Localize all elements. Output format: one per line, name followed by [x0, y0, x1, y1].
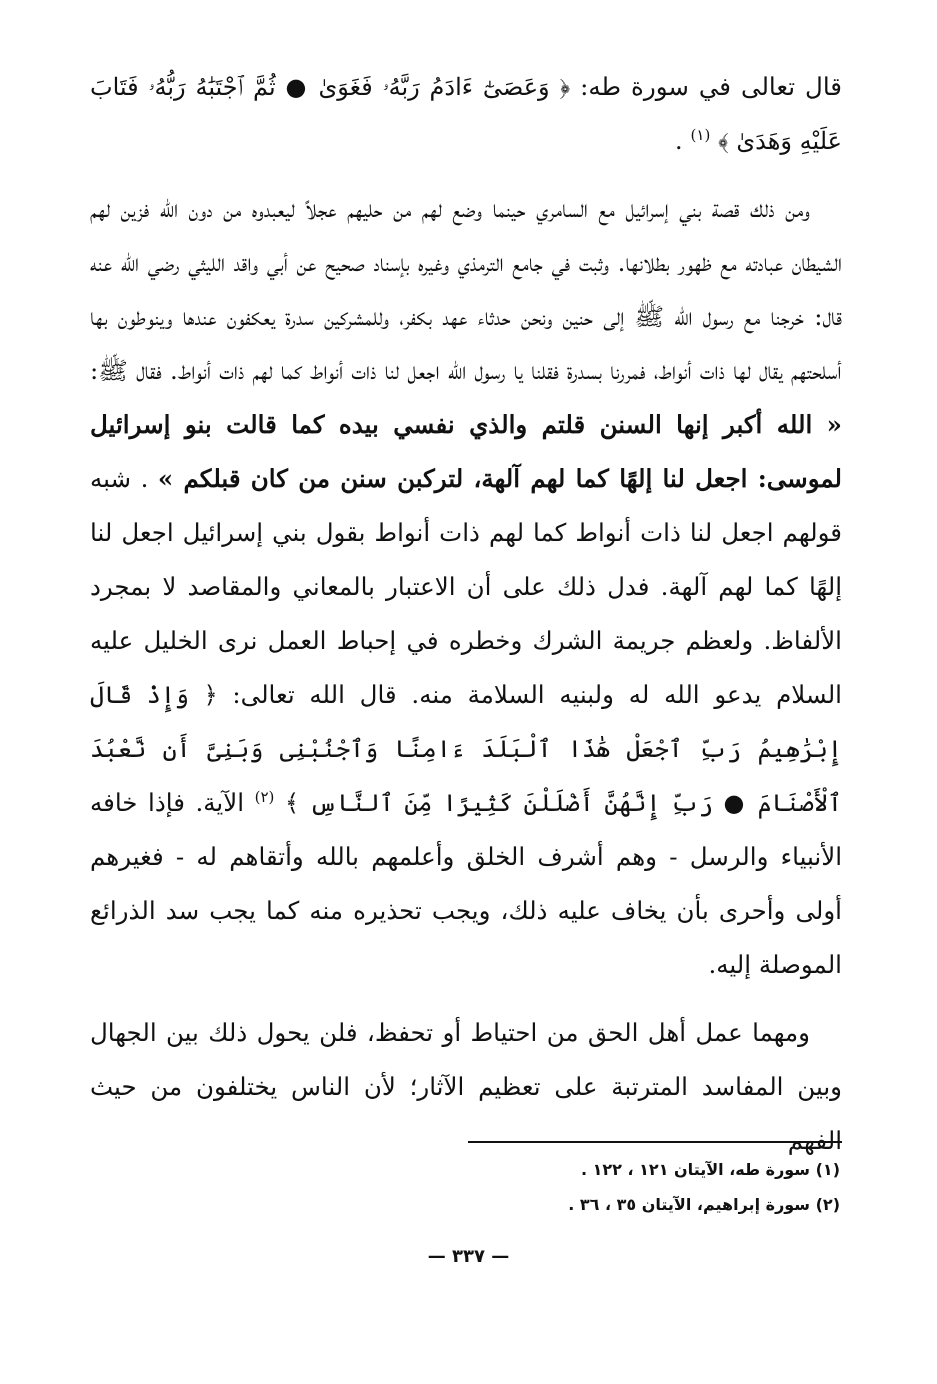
body-text: ومن ذلك قصة بني إسرائيل مع السامري حينما وضع لهم من حليهم عجلاً ليعبدوه من دون الله فزين لهم الشيطان عبادته مع ظهور بطلانها. وثبت في جامع الترمذي وغيره بإسناد صحيح عن أبي واقد الليثي رضي الله عنه قال: خرجنا مع رسول الله ﷺ إلى حنين ونحن حدثاء عهد بكفر، وللمشركين سدرة يعكفون عندها وينوطون بها أسلحتهم يقال لها ذات أنواط، فمررنا بسدرة فقلنا يا رسول الله اجعل لنا ذات أنواط كما لهم ذات أنواط. فقال ﷺ:	[90, 194, 842, 385]
page-body	[90, 60, 842, 1182]
page-number: — ٣٣٧ —	[427, 1246, 510, 1267]
hadith-quote: « الله أكبر إنها السنن قلتم والذي نفسي بيده كما قالت بنو إسرائيل لموسى: اجعل لنا إلهًا كما لهم آلهة، لتركبن سنن من كان قبلكم »	[90, 410, 842, 493]
footnote-2: (٢) سورة إبراهيم، الآيتان ٣٥ ، ٣٦ .	[568, 1195, 840, 1214]
footnote-1: (١) سورة طه، الآيتان ١٢١ ، ١٢٢ .	[580, 1160, 840, 1179]
body-text: . شبه قولهم اجعل لنا ذات أنواط كما لهم ذات أنواط بقول بني إسرائيل اجعل لنا إلهًا كما لهم آلهة. فدل ذلك على أن الاعتبار بالمعاني والمقاصد لا بمجرد الألفاظ. ولعظم جريمة الشرك وخطره في إحباط العمل نرى الخليل عليه السلام يدعو الله له ولبنيه السلامة منه. قال الله تعالى:	[90, 464, 842, 709]
body-text: ومهما عمل أهل الحق من احتياط أو تحفظ، فلن يحول ذلك بين الجهال وبين المفاسد المترتبة على تعظيم الآثار؛ لأن الناس يختلفون من حيث الفهم	[90, 1018, 842, 1155]
quran-verse: ﴿ وَعَصَىٰٓ ءَادَمُ رَبَّهُۥ فَغَوَىٰ ● ثُمَّ ٱجْتَبَٰهُ رَبُّهُۥ فَتَابَ عَلَيْهِ وَهَدَىٰ ﴾	[90, 73, 842, 155]
footnote-ref-2[interactable]: (٢)	[254, 787, 275, 806]
paragraph-tail: .	[674, 126, 683, 155]
footnote-divider	[468, 1141, 842, 1143]
footnote-ref-1[interactable]: (١)	[690, 125, 711, 144]
intro-text: قال تعالى في سورة طه:	[570, 72, 842, 101]
paragraph-samiri-story	[90, 182, 842, 992]
footnotes	[440, 1152, 840, 1222]
body-text: الآية. فإذا خافه الأنبياء والرسل - وهم أشرف الخلق وأعلمهم بالله وأتقاهم له - فغيرهم أولى وأحرى بأن يخاف عليه ذلك، ويجب تحذيره منه كما يجب سد الذرائع الموصلة إليه.	[90, 788, 842, 979]
paragraph-surah-taha	[90, 60, 842, 168]
paragraph-people-of-truth	[90, 1006, 842, 1168]
quran-verse: ﴿ وَإِذْ قَالَ إِبْرَٰهِيمُ رَبِّ ٱجْعَلْ هَٰذَا ٱلْبَلَدَ ءَامِنًا وَٱجْنُبْنِى وَبَنِىَّ أَن نَّعْبُدَ ٱلْأَصْنَامَ ● رَبِّ إِنَّهُنَّ أَضْلَلْنَ كَثِيرًا مِّنَ ٱلنَّاسِ ﴾	[90, 681, 842, 817]
